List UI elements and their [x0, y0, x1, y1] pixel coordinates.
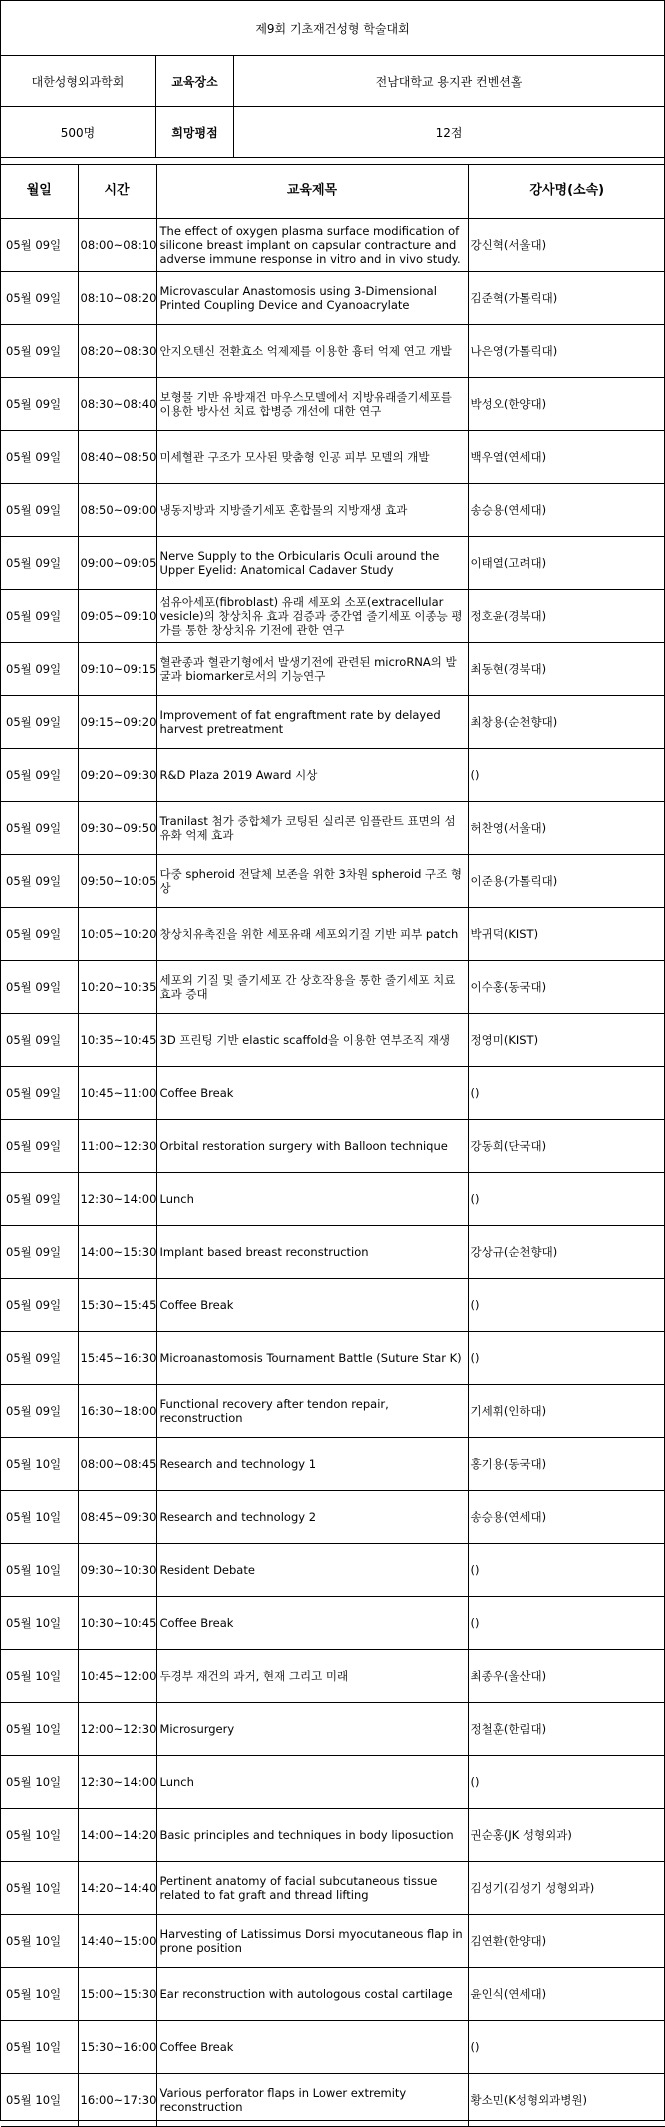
venue-value: 전남대학교 용지관 컨벤션홀: [375, 74, 523, 89]
column-header-speaker: 강사명(소속): [468, 165, 665, 218]
table-row: [1, 1490, 665, 1543]
session-date: 05월 10일: [1, 1967, 78, 2020]
session-speaker: 최종우(울산대): [468, 1649, 665, 1702]
session-topic: Coffee Break: [156, 1066, 468, 1119]
table-row: [1, 2020, 665, 2073]
session-time: 09:05~09:10: [78, 589, 156, 642]
session-speaker: 윤인식(연세대): [468, 1967, 665, 2020]
session-date: 05월 09일: [1, 1119, 78, 1172]
session-time: 14:40~15:00: [78, 1914, 156, 1967]
session-time: 12:30~14:00: [78, 1755, 156, 1808]
session-speaker: 송승용(연세대): [468, 483, 665, 536]
table-row: [1, 1384, 665, 1437]
table-row: [1, 1596, 665, 1649]
session-date: 05월 09일: [1, 695, 78, 748]
schedule-table: [1, 165, 665, 2127]
session-date: 05월 09일: [1, 1331, 78, 1384]
session-date: 05월 10일: [1, 2020, 78, 2073]
table-row: [1, 324, 665, 377]
session-speaker: 최창용(순천향대): [468, 695, 665, 748]
table-row: [1, 642, 665, 695]
session-time: 15:45~16:30: [78, 1331, 156, 1384]
session-speaker: 정영미(KIST): [468, 1013, 665, 1066]
table-row: [1, 536, 665, 589]
session-topic: Resident Debate: [156, 1543, 468, 1596]
session-time: 09:50~10:05: [78, 854, 156, 907]
session-speaker: (): [468, 1278, 665, 1331]
schedule-header-row: [1, 165, 665, 218]
session-date: 05월 09일: [1, 1172, 78, 1225]
session-time: 09:30~09:50: [78, 801, 156, 854]
session-speaker: 이태열(고려대): [468, 536, 665, 589]
session-date: 05월 09일: [1, 271, 78, 324]
table-row: [1, 271, 665, 324]
session-date: 05월 09일: [1, 377, 78, 430]
session-date: 05월 09일: [1, 1066, 78, 1119]
session-speaker: (): [468, 1596, 665, 1649]
session-time: 08:20~08:30: [78, 324, 156, 377]
table-row: [1, 1013, 665, 1066]
session-speaker: 정호윤(경북대): [468, 589, 665, 642]
table-row: [1, 854, 665, 907]
session-time: 09:15~09:20: [78, 695, 156, 748]
session-time: 10:05~10:20: [78, 907, 156, 960]
session-speaker: 김연환(한양대): [468, 1914, 665, 1967]
table-row: [1, 1914, 665, 1967]
session-topic: 두경부 재건의 과거, 현재 그리고 미래: [156, 1649, 468, 1702]
table-row: [1, 695, 665, 748]
session-topic: Coffee Break: [156, 1278, 468, 1331]
session-date: 05월 10일: [1, 1437, 78, 1490]
table-row: [1, 1225, 665, 1278]
table-row: [1, 1119, 665, 1172]
session-date: 05월 10일: [1, 1649, 78, 1702]
session-date: 05월 10일: [1, 1596, 78, 1649]
session-time: 08:40~08:50: [78, 430, 156, 483]
session-date: 05월 09일: [1, 218, 78, 271]
table-row: [1, 1066, 665, 1119]
table-row: [1, 1755, 665, 1808]
session-speaker: 김성기(김성기 성형외과): [468, 1861, 665, 1914]
table-row: [1, 1861, 665, 1914]
session-speaker: 김준혁(가톨릭대): [468, 271, 665, 324]
session-time: 08:00~08:45: [78, 1437, 156, 1490]
session-topic: 창상치유촉진을 위한 세포유래 세포외기질 기반 피부 patch: [156, 907, 468, 960]
session-speaker: 백우열(연세대): [468, 430, 665, 483]
table-row: [1, 2073, 665, 2126]
session-time: 09:20~09:30: [78, 748, 156, 801]
session-topic: 3D 프린팅 기반 elastic scaffold을 이용한 연부조직 재생: [156, 1013, 468, 1066]
session-topic: Microvascular Anastomosis using 3-Dimensional Printed Coupling Device and Cyanoacrylate: [156, 271, 468, 324]
table-row: [1, 1437, 665, 1490]
session-speaker: 강동희(단국대): [468, 1119, 665, 1172]
session-speaker: 박귀덕(KIST): [468, 907, 665, 960]
table-row: [1, 1331, 665, 1384]
session-date: 05월 10일: [1, 1861, 78, 1914]
session-date: 05월 10일: [1, 1490, 78, 1543]
session-date: 05월 10일: [1, 2073, 78, 2126]
session-speaker: (): [468, 1543, 665, 1596]
table-row: [1, 1278, 665, 1331]
session-topic: Coffee Break: [156, 2020, 468, 2073]
session-time: 10:45~12:00: [78, 1649, 156, 1702]
session-time: 14:00~15:30: [78, 1225, 156, 1278]
session-topic: 섬유아세포(fibroblast) 유래 세포외 소포(extracellular vesicle)의 창상치유 효과 검증과 중간엽 줄기세포 이종능 평가를 통한 창상치유 기전에 관한 연구: [156, 589, 468, 642]
session-speaker: 박성오(한양대): [468, 377, 665, 430]
session-speaker: 홍기용(동국대): [468, 1437, 665, 1490]
session-time: 11:00~12:30: [78, 1119, 156, 1172]
table-row: [1, 1967, 665, 2020]
session-date: 05월 09일: [1, 536, 78, 589]
session-time: 10:30~10:45: [78, 1596, 156, 1649]
session-speaker: 이준용(가톨릭대): [468, 854, 665, 907]
session-date: 05월 09일: [1, 1384, 78, 1437]
session-time: 08:30~08:40: [78, 377, 156, 430]
organizer-value: 대한성형외과학회: [1, 56, 156, 106]
session-topic: Orbital restoration surgery with Balloon technique: [156, 1119, 468, 1172]
session-time: 08:00~08:10: [78, 218, 156, 271]
column-header-topic: 교육제목: [156, 165, 468, 218]
table-row: [1, 1543, 665, 1596]
table-row: [1, 1702, 665, 1755]
session-topic: Various perforator flaps in Lower extremity reconstruction: [156, 2073, 468, 2126]
session-topic: 미세혈관 구조가 모사된 맞춤형 인공 피부 모델의 개발: [156, 430, 468, 483]
session-date: 05월 10일: [1, 1808, 78, 1861]
session-date: 05월 09일: [1, 960, 78, 1013]
session-date: 05월 09일: [1, 801, 78, 854]
session-topic: 다중 spheroid 전달체 보존을 위한 3차원 spheroid 구조 형상: [156, 854, 468, 907]
session-time: 08:10~08:20: [78, 271, 156, 324]
session-date: 05월 09일: [1, 1278, 78, 1331]
session-speaker: 기세휘(인하대): [468, 1384, 665, 1437]
session-time: 10:20~10:35: [78, 960, 156, 1013]
session-date: 05월 10일: [1, 1755, 78, 1808]
session-time: 08:50~09:00: [78, 483, 156, 536]
session-topic: 안지오텐신 전환효소 억제제를 이용한 흉터 억제 연고 개발: [156, 324, 468, 377]
session-topic: Harvesting of Latissimus Dorsi myocutaneous flap in prone position: [156, 1914, 468, 1967]
table-row: [1, 960, 665, 1013]
session-time: 12:00~12:30: [78, 1702, 156, 1755]
schedule-body: [1, 218, 665, 2126]
session-topic: Ear reconstruction with autologous costal cartilage: [156, 1967, 468, 2020]
session-topic: 보형물 기반 유방재건 마우스모델에서 지방유래줄기세포를 이용한 방사선 치료 합병증 개선에 대한 연구: [156, 377, 468, 430]
table-row: [1, 1808, 665, 1861]
table-row: [1, 218, 665, 271]
capacity-value: 500명: [1, 107, 156, 157]
session-time: 09:00~09:05: [78, 536, 156, 589]
session-time: 09:30~10:30: [78, 1543, 156, 1596]
session-topic: 혈관종과 혈관기형에서 발생기전에 관련된 microRNA의 발굴과 biomarker로서의 기능연구: [156, 642, 468, 695]
session-speaker: (): [468, 1755, 665, 1808]
session-topic: Tranilast 첨가 중합체가 코팅된 실리콘 임플란트 표면의 섬유화 억제 효과: [156, 801, 468, 854]
table-row: [1, 907, 665, 960]
session-speaker: 권순홍(JK 성형외과): [468, 1808, 665, 1861]
session-speaker: 강신혁(서울대): [468, 218, 665, 271]
session-date: 05월 10일: [1, 1543, 78, 1596]
table-row: [1, 801, 665, 854]
session-topic: Basic principles and techniques in body liposuction: [156, 1808, 468, 1861]
session-time: 15:30~16:00: [78, 2020, 156, 2073]
session-time: 09:10~09:15: [78, 642, 156, 695]
table-row: [1, 1649, 665, 1702]
session-date: 05월 09일: [1, 324, 78, 377]
session-topic: Functional recovery after tendon repair, reconstruction: [156, 1384, 468, 1437]
session-date: 05월 09일: [1, 1225, 78, 1278]
session-speaker: 이수홍(동국대): [468, 960, 665, 1013]
session-time: 12:30~14:00: [78, 1172, 156, 1225]
session-topic: 세포외 기질 및 줄기세포 간 상호작용을 통한 줄기세포 치료효과 증대: [156, 960, 468, 1013]
venue-label: 교육장소: [156, 56, 234, 106]
session-date: 05월 09일: [1, 1013, 78, 1066]
table-row: [1, 483, 665, 536]
session-speaker: (): [468, 1331, 665, 1384]
session-date: 05월 09일: [1, 589, 78, 642]
session-time: 15:30~15:45: [78, 1278, 156, 1331]
session-date: 05월 10일: [1, 1702, 78, 1755]
session-speaker: 송승용(연세대): [468, 1490, 665, 1543]
session-topic: Lunch: [156, 1172, 468, 1225]
session-time: 08:45~09:30: [78, 1490, 156, 1543]
info-row-credits: [1, 107, 664, 158]
session-time: 10:35~10:45: [78, 1013, 156, 1066]
session-topic: R&D Plaza 2019 Award 시상: [156, 748, 468, 801]
session-topic: The effect of oxygen plasma surface modification of silicone breast implant on capsular contracture and adverse immune response in vitro and in vivo study.: [156, 218, 468, 271]
session-date: 05월 09일: [1, 748, 78, 801]
session-speaker: 허찬영(서울대): [468, 801, 665, 854]
session-time: 10:45~11:00: [78, 1066, 156, 1119]
session-date: 05월 09일: [1, 854, 78, 907]
session-time: 16:30~18:00: [78, 1384, 156, 1437]
session-topic: Microsurgery: [156, 1702, 468, 1755]
document-title: 제9회 기초재건성형 학술대회: [1, 1, 664, 56]
session-topic: Research and technology 1: [156, 1437, 468, 1490]
session-date: 05월 09일: [1, 430, 78, 483]
session-topic: Improvement of fat engraftment rate by delayed harvest pretreatment: [156, 695, 468, 748]
session-topic: Coffee Break: [156, 1596, 468, 1649]
session-topic: Nerve Supply to the Orbicularis Oculi around the Upper Eyelid: Anatomical Cadaver Study: [156, 536, 468, 589]
session-speaker: 황소민(K성형외과병원): [468, 2073, 665, 2126]
info-row-venue: [1, 56, 664, 107]
session-time: 16:00~17:30: [78, 2073, 156, 2126]
table-row: [1, 589, 665, 642]
table-row: [1, 1172, 665, 1225]
session-date: 05월 10일: [1, 1914, 78, 1967]
session-time: 15:00~15:30: [78, 1967, 156, 2020]
session-date: 05월 09일: [1, 907, 78, 960]
column-header-time: 시간: [78, 165, 156, 218]
session-topic: 냉동지방과 지방줄기세포 혼합물의 지방재생 효과: [156, 483, 468, 536]
session-topic: Pertinent anatomy of facial subcutaneous tissue related to fat graft and thread lifting: [156, 1861, 468, 1914]
session-topic: Lunch: [156, 1755, 468, 1808]
credits-value: 12점: [435, 125, 463, 140]
session-speaker: 최동현(경북대): [468, 642, 665, 695]
session-date: 05월 09일: [1, 483, 78, 536]
session-topic: Implant based breast reconstruction: [156, 1225, 468, 1278]
table-row: [1, 430, 665, 483]
session-speaker: (): [468, 748, 665, 801]
session-time: 14:20~14:40: [78, 1861, 156, 1914]
session-speaker: (): [468, 1172, 665, 1225]
session-topic: Microanastomosis Tournament Battle (Suture Star K): [156, 1331, 468, 1384]
session-time: 14:00~14:20: [78, 1808, 156, 1861]
session-date: 05월 09일: [1, 642, 78, 695]
section-spacer: [1, 158, 664, 165]
session-speaker: (): [468, 2020, 665, 2073]
session-speaker: 나은영(가톨릭대): [468, 324, 665, 377]
credits-label: 희망평점: [156, 107, 234, 157]
table-row: [1, 748, 665, 801]
session-speaker: 강상규(순천향대): [468, 1225, 665, 1278]
column-header-date: 월일: [1, 165, 78, 218]
table-row: [1, 377, 665, 430]
session-topic: Research and technology 2: [156, 1490, 468, 1543]
session-speaker: 정철훈(한림대): [468, 1702, 665, 1755]
session-speaker: (): [468, 1066, 665, 1119]
